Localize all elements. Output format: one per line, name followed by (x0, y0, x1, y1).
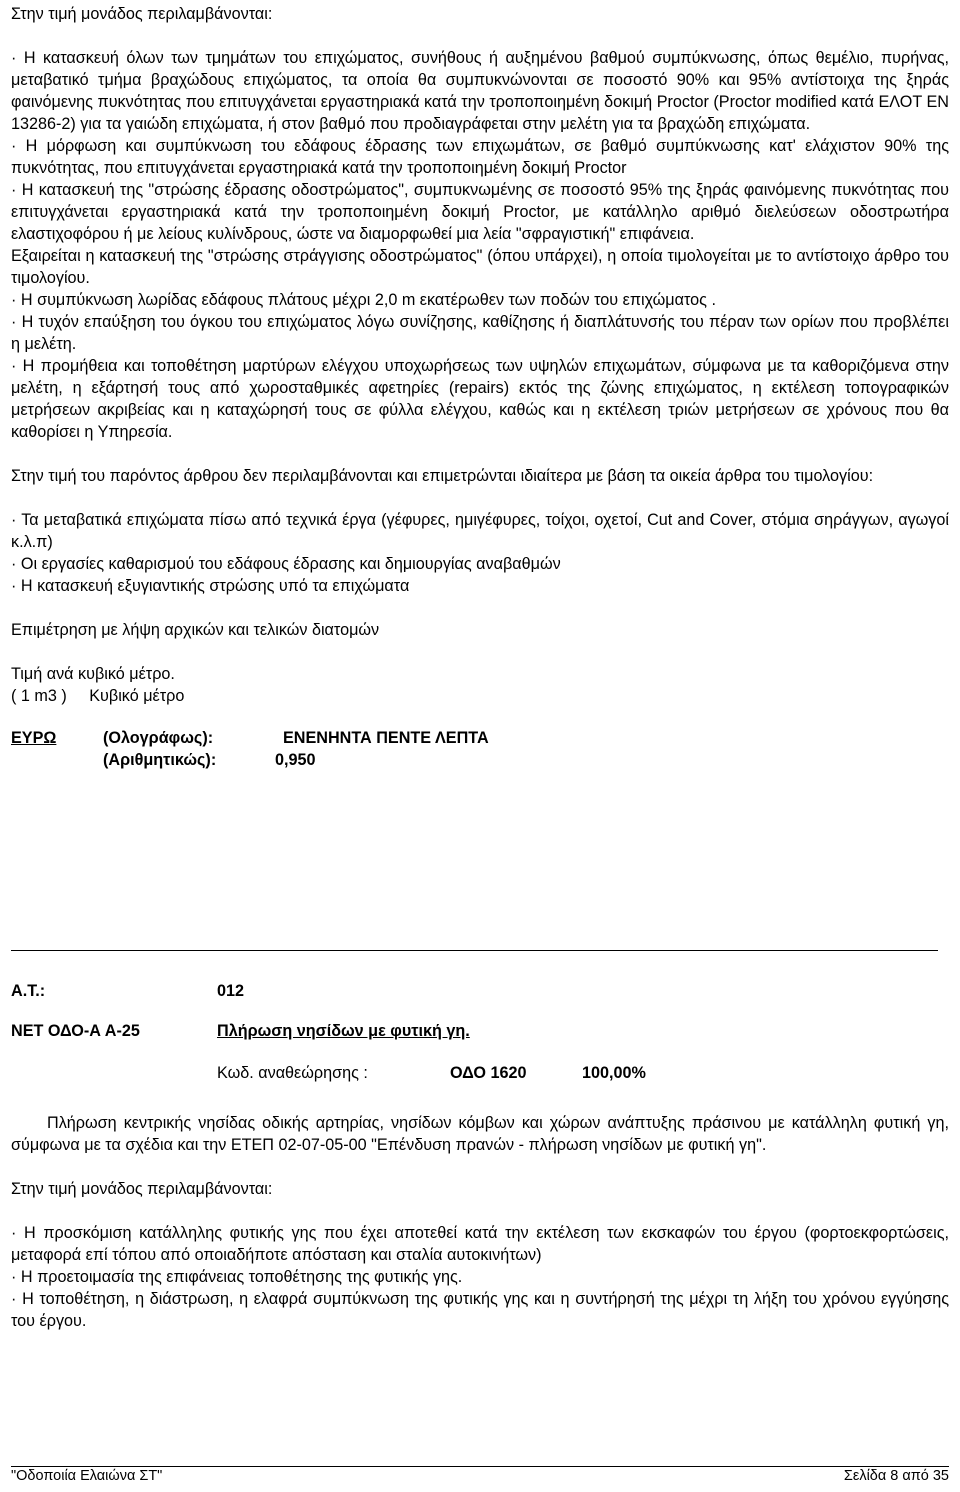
page-footer (11, 1468, 949, 1486)
price-words-label: (Ολογράφως): (103, 729, 214, 747)
footer-page-number: Σελίδα 8 από 35 (843, 1468, 949, 1484)
price-words-value: ΕΝΕΝΗΝΤΑ ΠΕΝΤΕ ΛΕΠΤΑ (283, 729, 489, 747)
footer-rule (11, 1466, 949, 1467)
item-number-value: 012 (217, 982, 245, 1000)
item-code: ΝΕΤ ΟΔΟ-Α Α-25 (11, 1022, 140, 1040)
footer-project: "Οδοποιία Ελαιώνα ΣΤ" (11, 1468, 163, 1484)
paragraph: · Η κατασκευή εξυγιαντικής στρώσης υπό τα επιχώματα (11, 577, 410, 595)
item-number-label: Α.Τ.: (11, 982, 46, 1000)
paragraph: · Η κατασκευή της "στρώσης έδρασης οδοστρώματος", συμπυκνωμένης σε ποσοστό 95% της ξηράς φαινόμενης πυκνότητας που επιτυγχάνεται εργαστηριακά κατά την τροποποιημένη δοκιμή Proctor, με κατάλληλο αριθμό διελεύσεων οδοστρωτήρα ελαστιχοφόρου ή με λείους κυλίνδρους, ώστε να διαμορφωθεί μια λεία "σφραγιστική" επιφάνεια. (11, 181, 949, 243)
section-heading: Στην τιμή μονάδος περιλαμβάνονται: (11, 1180, 273, 1198)
measurement-note: Επιμέτρηση με λήψη αρχικών και τελικών διατομών (11, 621, 380, 639)
revision-label: Κωδ. αναθεώρησης : (217, 1064, 368, 1082)
paragraph: · Η τοποθέτηση, η διάστρωση, η ελαφρά συμπύκνωση της φυτικής γης και η συντήρησή της μέχρι τη λήξη του χρόνου εγγύησης του έργου. (11, 1290, 949, 1330)
item-title-row (11, 1022, 949, 1044)
item-description: Πλήρωση κεντρικής νησίδας οδικής αρτηρίας, νησίδων κόμβων και χώρων ανάπτυξης πράσινου με κατάλληλη φυτική γη, σύμφωνα με τα σχέδια και την ΕΤΕΠ 02-07-05-00 "Επένδυση πρανών - πλήρωση νησίδων με φυτική γη". (11, 1114, 949, 1154)
divider (11, 950, 938, 951)
item-number-row (11, 982, 949, 1004)
paragraph: · Οι εργασίες καθαρισμού του εδάφους έδρασης και δημιουργίας αναβαθμών (11, 555, 561, 573)
unit-label: ( 1 m3 ) Κυβικό μέτρο (11, 687, 185, 705)
price-words-row (11, 729, 949, 751)
document-page (11, 0, 949, 773)
paragraph: · Η προμήθεια και τοποθέτηση μαρτύρων ελέγχου υποχωρήσεως των υψηλών επιχωμάτων, σύμφωνα με τα καθοριζόμενα στην μελέτη, η εξάρτησή τους από χωροσταθμικές αφετηρίες (repairs) εκτός της ζώνης επιχώματος, η εκτέλεση τοπογραφικών μετρήσεων ακριβείας και η καταχώρησή τους σε φύλλα ελέγχου, καθώς και η εκτέλεση τριών μετρήσεων σε χρόνους που θα καθορίσει η Υπηρεσία. (11, 357, 949, 441)
paragraph: · Η συμπύκνωση λωρίδας εδάφους πλάτους μέχρι 2,0 m εκατέρωθεν των ποδών του επιχώματος . (11, 291, 716, 309)
paragraph: · Η μόρφωση και συμπύκνωση του εδάφους έδρασης των επιχωμάτων, σε βαθμό συμπύκνωσης κατ' ελάχιστον 90% της πυκνότητας, που επιτυγχάνεται εργαστηριακά κατά την τροποποιημένη δοκιμή Proctor (11, 137, 949, 177)
price-number-value: 0,950 (275, 751, 316, 769)
revision-percent: 100,00% (582, 1064, 646, 1082)
revision-row (11, 1064, 949, 1086)
paragraph: Εξαιρείται η κατασκευή της "στρώσης στράγγισης οδοστρώματος" (όπου υπάρχει), η οποία τιμολογείται με το αντίστοιχο άρθρο του τιμολογίου. (11, 247, 949, 287)
section-heading: Στην τιμή μονάδος περιλαμβάνονται: (11, 5, 273, 23)
paragraph: · Η προετοιμασία της επιφάνειας τοποθέτησης της φυτικής γης. (11, 1268, 463, 1286)
item-block (11, 982, 949, 1332)
revision-code: ΟΔΟ 1620 (450, 1064, 527, 1082)
paragraph: · Η κατασκευή όλων των τμημάτων του επιχώματος, συνήθους ή αυξημένου βαθμού συμπύκνωσης, όπως θεμέλιο, πυρήνας, μεταβατικό τμήμα βραχώδους επιχώματος, τα οποία θα συμπυκνώνονται σε ποσοστό 90% και 95% αντίστοιχα της ξηράς φαινόμενης πυκνότητας που επιτυγχάνεται εργαστηριακά κατά την τροποποιημένη δοκιμή Proctor (Proctor modified κατά ΕΛΟΤ ΕΝ 13286-2) για τα γαιώδη επιχώματα, ή στον βαθμό που προδιαγράφεται στην μελέτη για τα βραχώδη επιχώματα. (11, 49, 949, 133)
currency-label: ΕΥΡΩ (11, 729, 57, 747)
unit-price-label: Τιμή ανά κυβικό μέτρο. (11, 665, 175, 683)
paragraph: · Η προσκόμιση κατάλληλης φυτικής γης που έχει αποτεθεί κατά την εκτέλεση των εκσκαφών του έργου (φορτοεκφορτώσεις, μεταφορά επί τόπου από οποιαδήποτε απόσταση και σταλία αυτοκινήτων) (11, 1224, 949, 1264)
section-heading: Στην τιμή του παρόντος άρθρου δεν περιλαμβάνονται και επιμετρώνται ιδιαίτερα με βάση τα οικεία άρθρα του τιμολογίου: (11, 467, 874, 485)
price-number-label: (Αριθμητικώς): (103, 751, 217, 769)
paragraph: · Τα μεταβατικά επιχώματα πίσω από τεχνικά έργα (γέφυρες, ημιγέφυρες, τοίχοι, οχετοί, Cut and Cover, στόμια σηράγγων, αγωγοί κ.λ.π) (11, 511, 949, 551)
item-title: Πλήρωση νησίδων με φυτική γη. (217, 1022, 470, 1040)
price-number-row (11, 751, 949, 773)
paragraph: · Η τυχόν επαύξηση του όγκου του επιχώματος λόγω συνίζησης, καθίζησης ή διαπλάτυνσής του πέραν των ορίων που προβλέπει η μελέτη. (11, 313, 949, 353)
